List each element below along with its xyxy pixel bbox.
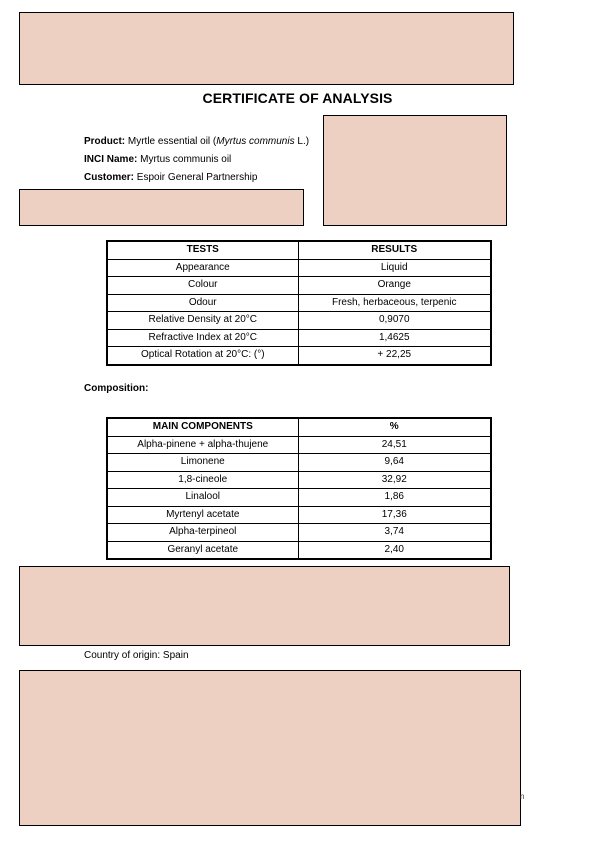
- table-row: [107, 259, 491, 277]
- component-name: Limonene: [107, 454, 298, 472]
- test-result: Fresh, herbaceous, terpenic: [298, 294, 491, 312]
- percent-header-cell: %: [298, 418, 491, 436]
- product-value-species: Myrtus communis: [216, 136, 295, 147]
- component-percent: 32,92: [298, 471, 491, 489]
- component-name: Linalool: [107, 489, 298, 507]
- component-percent: 3,74: [298, 524, 491, 542]
- customer-value: Espoir General Partnership: [136, 172, 258, 183]
- component-name: Myrtenyl acetate: [107, 506, 298, 524]
- test-result: 1,4625: [298, 329, 491, 347]
- tests-header-cell: TESTS: [107, 241, 298, 259]
- component-name: Geranyl acetate: [107, 541, 298, 559]
- test-result: 0,9070: [298, 312, 491, 330]
- composition-label: Composition:: [84, 383, 149, 394]
- stray-text-fragment: n: [520, 792, 525, 801]
- table-row: [107, 312, 491, 330]
- product-info: [84, 133, 309, 187]
- document-title: CERTIFICATE OF ANALYSIS: [202, 90, 393, 106]
- table-row: [107, 524, 491, 542]
- table-row: [107, 294, 491, 312]
- component-name: Alpha-pinene + alpha-thujene: [107, 436, 298, 454]
- tests-table: [106, 240, 492, 366]
- test-name: Refractive Index at 20°C: [107, 329, 298, 347]
- component-percent: 17,36: [298, 506, 491, 524]
- components-table: [106, 417, 492, 560]
- product-value-prefix: Myrtle essential oil (: [127, 136, 217, 147]
- country-of-origin: Country of origin: Spain: [84, 650, 189, 661]
- product-label: Product:: [84, 136, 126, 147]
- results-header-cell: RESULTS: [298, 241, 491, 259]
- test-result: + 22,25: [298, 347, 491, 365]
- component-name: 1,8-cineole: [107, 471, 298, 489]
- product-value-suffix: L.): [294, 136, 310, 147]
- redacted-logo-block: [323, 115, 507, 226]
- component-percent: 24,51: [298, 436, 491, 454]
- table-row: [107, 454, 491, 472]
- components-header-row: [107, 418, 491, 436]
- component-percent: 1,86: [298, 489, 491, 507]
- table-row: [107, 277, 491, 295]
- table-row: [107, 489, 491, 507]
- redacted-footer-block: [19, 670, 521, 826]
- test-name: Relative Density at 20°C: [107, 312, 298, 330]
- inci-value: Myrtus communis oil: [140, 154, 232, 165]
- test-result: Liquid: [298, 259, 491, 277]
- test-name: Appearance: [107, 259, 298, 277]
- test-name: Odour: [107, 294, 298, 312]
- redacted-header-block: [19, 12, 514, 85]
- customer-line: [84, 169, 309, 187]
- inci-label: INCI Name:: [84, 154, 138, 165]
- table-row: [107, 436, 491, 454]
- test-result: Orange: [298, 277, 491, 295]
- table-row: [107, 347, 491, 365]
- table-row: [107, 541, 491, 559]
- component-percent: 2,40: [298, 541, 491, 559]
- table-row: [107, 329, 491, 347]
- customer-label: Customer:: [84, 172, 135, 183]
- tests-header-row: [107, 241, 491, 259]
- product-line: [84, 133, 309, 151]
- inci-line: [84, 151, 309, 169]
- table-row: [107, 471, 491, 489]
- table-row: [107, 506, 491, 524]
- components-header-cell: MAIN COMPONENTS: [107, 418, 298, 436]
- component-name: Alpha-terpineol: [107, 524, 298, 542]
- redacted-notes-block: [19, 566, 510, 646]
- test-name: Colour: [107, 277, 298, 295]
- redacted-batch-block: [19, 189, 304, 226]
- test-name: Optical Rotation at 20°C: (°): [107, 347, 298, 365]
- component-percent: 9,64: [298, 454, 491, 472]
